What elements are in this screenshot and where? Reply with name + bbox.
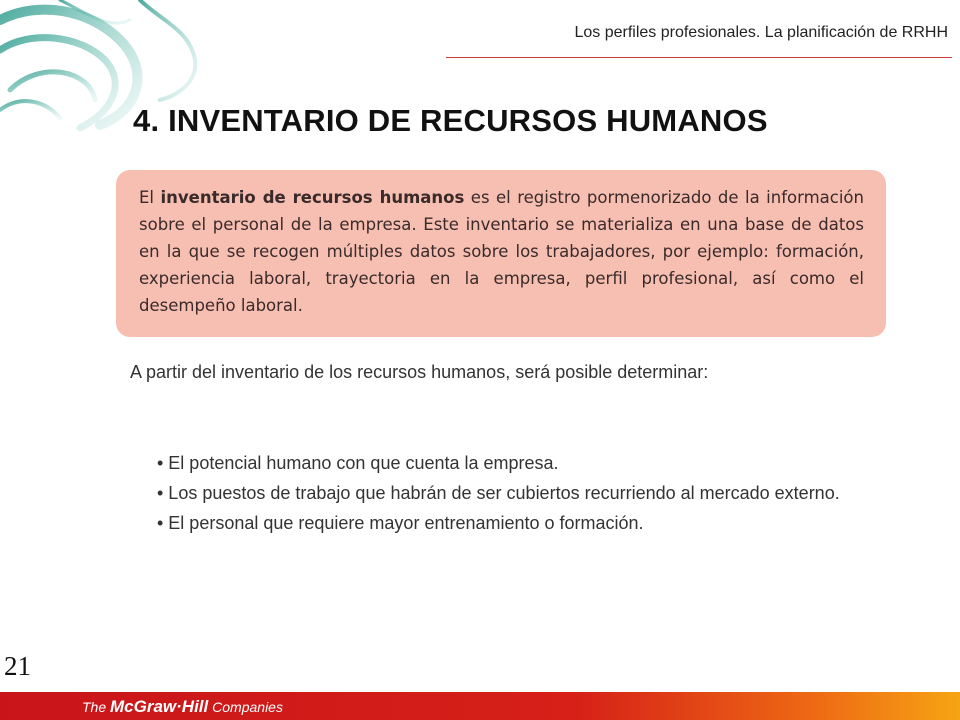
definition-lead: El [139, 188, 155, 207]
brand-suffix: Companies [212, 699, 283, 715]
header-title: Los perfiles profesionales. La planificación de RRHH [574, 24, 948, 41]
intro-paragraph: A partir del inventario de los recursos humanos, será posible determinar: [130, 362, 709, 382]
footer-bar [0, 692, 960, 720]
bullet-list [130, 450, 850, 540]
slide-title: 4. INVENTARIO DE RECURSOS HUMANOS [133, 103, 768, 138]
brand-prefix: The [82, 699, 107, 715]
page-number: 21 [4, 651, 31, 681]
definition-text [139, 184, 864, 319]
header-divider [446, 57, 952, 58]
definition-term: inventario de recursos humanos [160, 188, 465, 207]
bullet-item: • El potencial humano con que cuenta la empresa. [157, 453, 559, 473]
bullet-item: • Los puestos de trabajo que habrán de ser cubiertos recurriendo al mercado externo. [157, 483, 840, 503]
publisher-logo [82, 697, 283, 717]
definition-body: es el registro pormenorizado de la información sobre el personal de la empresa. Este inventario se materializa en una base de datos en la que se recogen múltiples datos sobre los trabajadores, por ejemplo: formación, experiencia laboral, trayectoria en la empresa, perfil profesional, así como el desempeño laboral. [139, 188, 864, 315]
definition-box [116, 170, 886, 337]
brand-name: McGraw·Hill [110, 697, 209, 716]
bullet-item: • El personal que requiere mayor entrenamiento o formación. [157, 513, 644, 533]
